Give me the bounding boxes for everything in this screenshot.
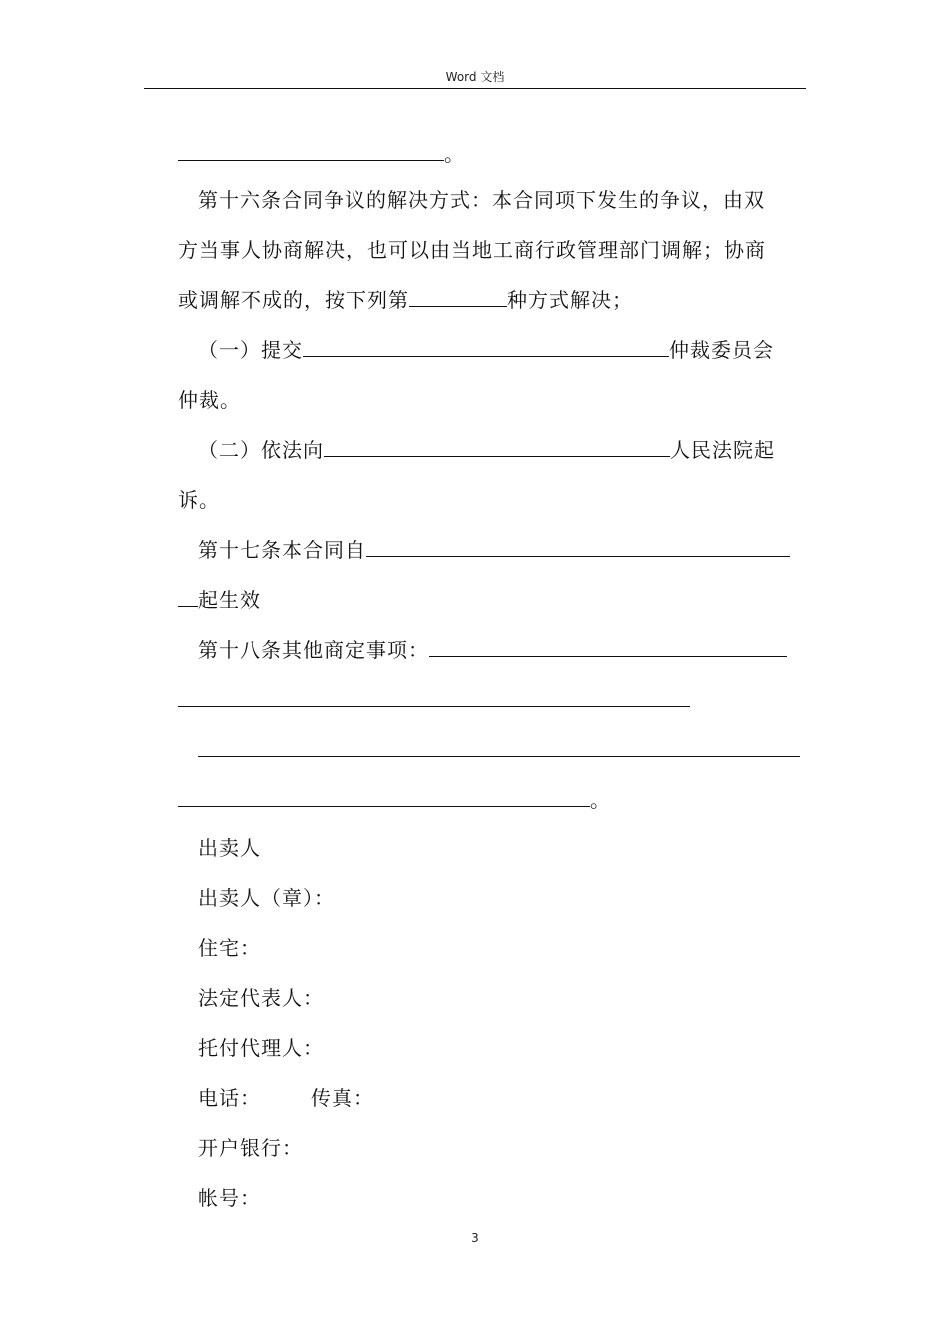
blank-underline[interactable] (366, 536, 790, 557)
page-header: Word 文档 (445, 70, 505, 84)
blank-underline[interactable] (178, 686, 690, 707)
blank-underline[interactable] (178, 586, 198, 607)
option-one-cont: 仲裁。 (178, 388, 241, 412)
period: 。 (444, 142, 465, 166)
article-18-line-1 (198, 636, 787, 664)
blank-underline[interactable] (178, 140, 444, 161)
blank-underline[interactable] (303, 336, 669, 357)
period: 。 (590, 788, 611, 812)
account-field: 帐号： (198, 1186, 261, 1210)
text-segment: 或调解不成的，按下列第 (178, 288, 409, 312)
blank-line-1 (178, 140, 465, 168)
article-16-line-3 (178, 286, 633, 314)
text-segment: 人民法院起 (670, 438, 775, 462)
article-17-line-2 (178, 586, 261, 614)
text-segment: 仲裁委员会 (669, 338, 774, 362)
option-one-line (198, 336, 774, 364)
text-segment: 起生效 (198, 588, 261, 612)
text-segment: （一）提交 (198, 338, 303, 362)
page-number: 3 (471, 1231, 479, 1245)
option-two-cont: 诉。 (178, 488, 220, 512)
text-segment: 第十七条本合同自 (198, 538, 366, 562)
article-16-line-2: 方当事人协商解决，也可以由当地工商行政管理部门调解；协商 (178, 238, 766, 262)
phone-field: 电话： (198, 1086, 261, 1110)
article-16-line-1: 第十六条合同争议的解决方式：本合同项下发生的争议，由双 (198, 188, 765, 212)
article-18-line-4 (178, 786, 611, 814)
bank-field: 开户银行： (198, 1136, 303, 1160)
phone-fax-line (198, 1084, 374, 1112)
article-17-line-1 (198, 536, 790, 564)
residence-field: 住宅： (198, 936, 261, 960)
fax-field: 传真： (311, 1086, 374, 1110)
blank-underline[interactable] (198, 736, 800, 757)
seller-heading: 出卖人 (198, 836, 261, 860)
text-segment: （二）依法向 (198, 438, 324, 462)
option-two-line (198, 436, 775, 464)
header-rule (144, 88, 806, 89)
agent-field: 托付代理人： (198, 1036, 324, 1060)
blank-underline[interactable] (178, 786, 590, 807)
blank-underline[interactable] (324, 436, 670, 457)
article-18-line-2 (178, 686, 690, 714)
text-segment: 种方式解决； (507, 288, 633, 312)
seller-seal-field: 出卖人（章）： (198, 886, 335, 910)
text-segment: 第十八条其他商定事项： (198, 638, 429, 662)
article-18-line-3 (198, 736, 800, 764)
blank-underline[interactable] (409, 286, 507, 307)
legal-rep-field: 法定代表人： (198, 986, 324, 1010)
blank-underline[interactable] (429, 636, 787, 657)
